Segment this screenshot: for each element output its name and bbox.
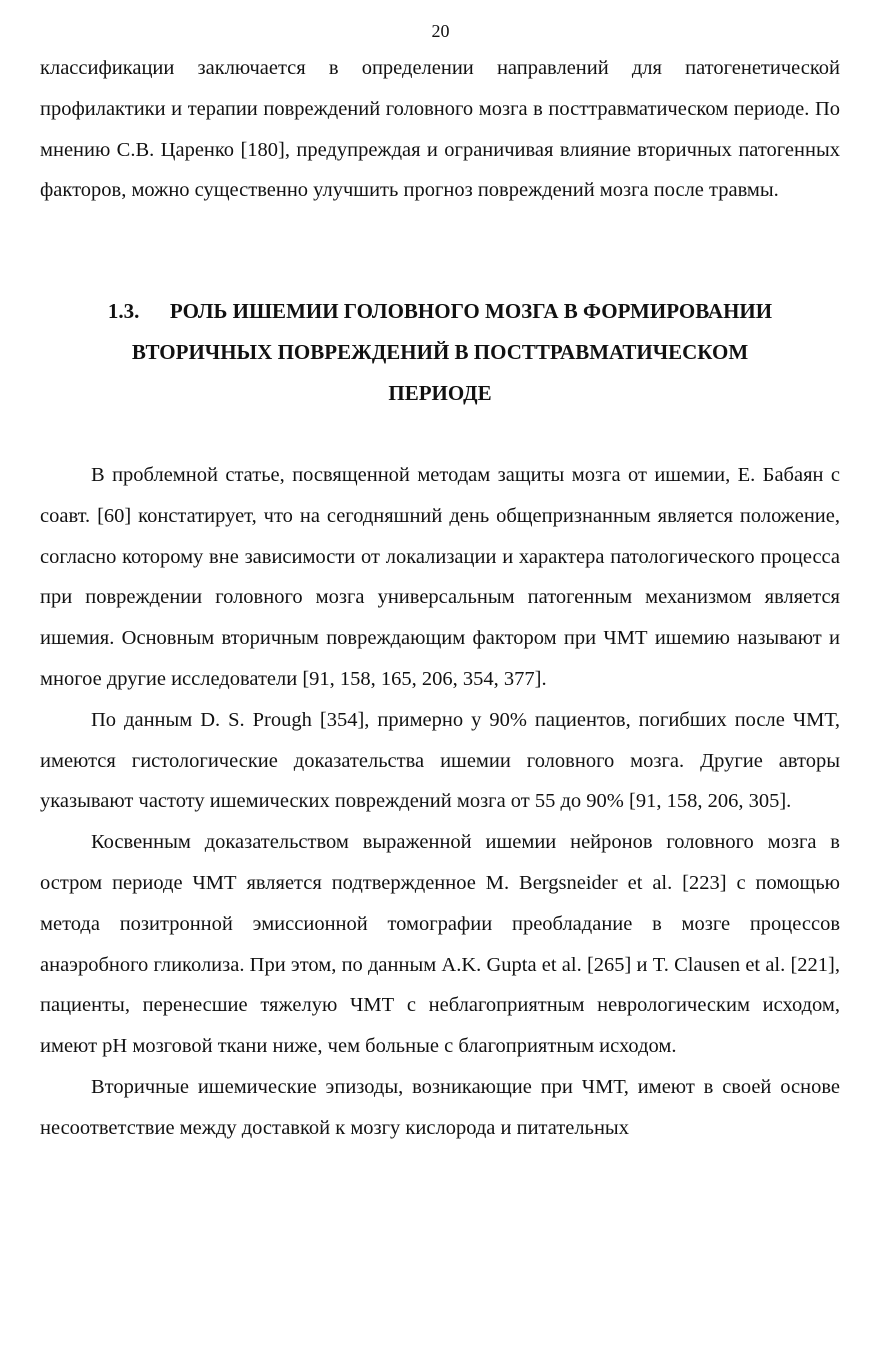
section-title-line-2: ВТОРИЧНЫХ ПОВРЕЖДЕНИЙ В ПОСТТРАВМАТИЧЕСКОМ [131, 340, 749, 364]
section-heading [40, 291, 840, 414]
paragraph: Косвенным доказательством выраженной ишемии нейронов головного мозга в остром периоде ЧМТ является подтвержденное M. Bergsneider et al. [223] с помощью метода позитронной эмиссионной томографии преобладание в мозге процессов анаэробного гликолиза. При этом, по данным A.K. Gupta et al. [265] и T. Clausen et al. [221], пациенты, перенесшие тяжелую ЧМТ с неблагоприятным неврологическим исходом, имеют pH мозговой ткани ниже, чем больные с благоприятным исходом. [40, 831, 840, 1058]
section-title-line-3: ПЕРИОДЕ [388, 381, 492, 405]
section-title-line-1: РОЛЬ ИШЕМИИ ГОЛОВНОГО МОЗГА В ФОРМИРОВАНИИ [169, 299, 773, 323]
paragraph: Вторичные ишемические эпизоды, возникающие при ЧМТ, имеют в своей основе несоответствие между доставкой к мозгу кислорода и питательных [40, 1075, 840, 1139]
section-number: 1.3. [107, 299, 140, 323]
page-number: 20 [431, 21, 450, 41]
section-heading-line-1 [40, 291, 840, 332]
paragraph: По данным D. S. Prough [354], примерно у 90% пациентов, погибших после ЧМТ, имеются гистологические доказательства ишемии головного мозга. Другие авторы указывают частоту ишемических повреждений мозга от 55 до 90% [91, 158, 206, 305]. [40, 708, 840, 813]
body-text [40, 455, 840, 1149]
paragraph: В проблемной статье, посвященной методам защиты мозга от ишемии, Е. Бабаян с соавт. [60] констатирует, что на сегодняшний день общепризнанным является положение, согласно которому вне зависимости от локализации и характера патологического процесса при повреждении головного мозга универсальным патогенным механизмом является ишемия. Основным вторичным повреждающим фактором при ЧМТ ишемию называют и многое другие исследователи [91, 158, 165, 206, 354, 377]. [40, 464, 840, 690]
intro-paragraph: классификации заключается в определении направлений для патогенетической профилактики и терапии повреждений головного мозга в посттравматическом периоде. По мнению С.В. Царенко [180], предупреждая и ограничивая влияние вторичных патогенных факторов, можно существенно улучшить прогноз повреждений мозга после травмы. [40, 57, 840, 202]
intro-block [40, 48, 840, 211]
